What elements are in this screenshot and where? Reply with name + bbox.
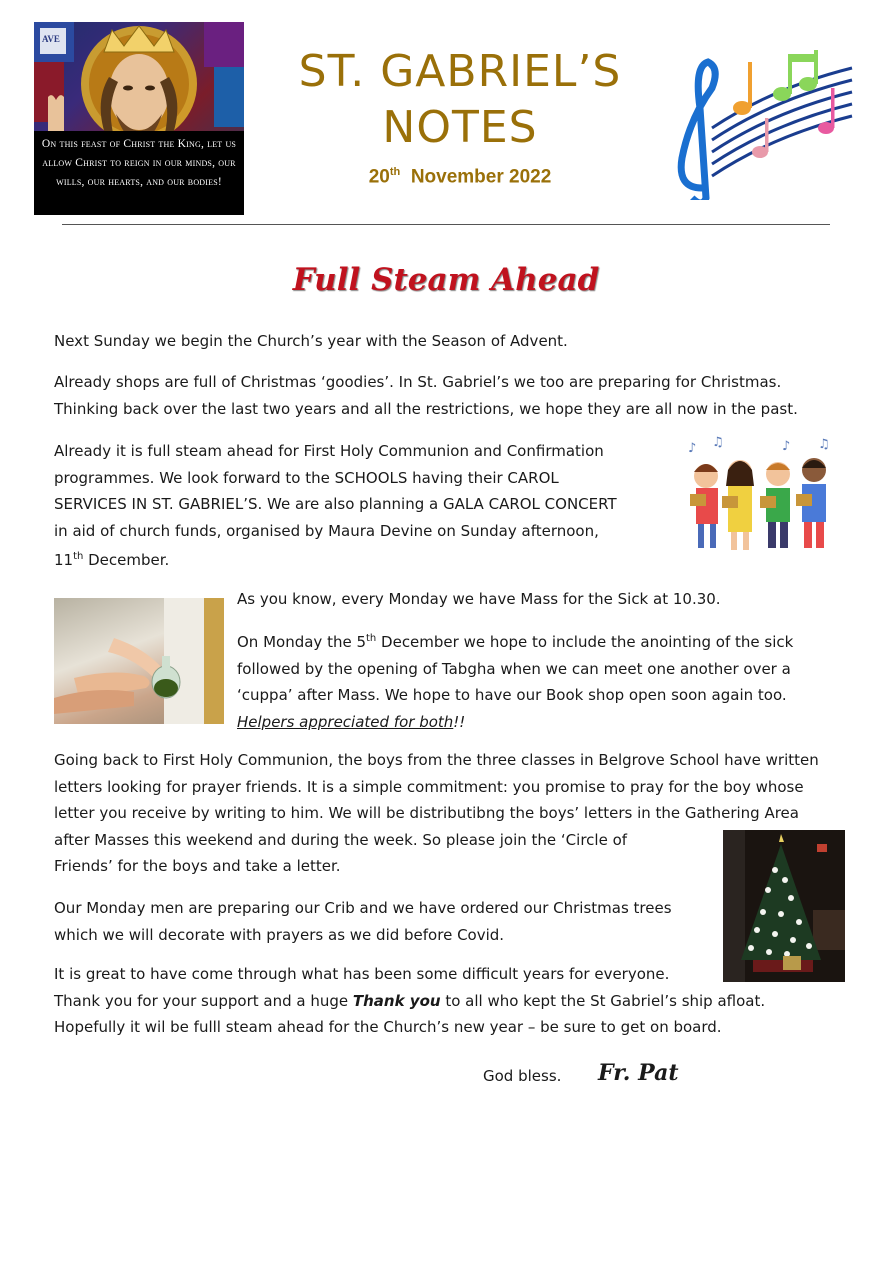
christmas-tree-photo <box>723 830 845 982</box>
text-line: Thank you for your support and a huge Thank you to all who kept the St Gabriel’s ship afloat. <box>54 991 766 1010</box>
paragraph-communion-carols <box>54 438 684 574</box>
text-line: It is great to have come through what has been some difficult years for everyone. <box>54 965 670 983</box>
text-line: 11th December. <box>54 551 170 569</box>
text-line: in aid of church funds, organised by Maura Devine on Sunday afternoon, <box>54 521 599 540</box>
paragraph-anointing-tabgha: On Monday the 5th December we hope to include the anointing of the sick followed by the opening of Tabgha when we can meet one another over a ‘cuppa’ after Mass. We hope to have our Book shop open soon again too. Helpers appreciated for both!! <box>237 633 794 731</box>
text-line: which we will decorate with prayers as we did before Covid. <box>54 925 505 944</box>
paragraph-thank-you <box>54 961 854 1041</box>
paragraph-mass-for-sick: As you know, every Monday we have Mass for the Sick at 10.30. <box>237 590 721 608</box>
text-line: Friends’ for the boys and take a letter. <box>54 857 341 875</box>
text-line: Already it is full steam ahead for First Holy Communion and Confirmation <box>54 442 604 460</box>
text-line: Our Monday men are preparing our Crib and we have ordered our Christmas trees <box>54 899 672 917</box>
text-line: SERVICES IN ST. GABRIEL’S. We are also planning a GALA CAROL CONCERT <box>54 495 617 513</box>
anointing-hands-photo <box>54 598 224 724</box>
header-divider <box>62 224 830 225</box>
text-line: Going back to First Holy Communion, the boys from the three classes in Belgrove School have written <box>54 751 819 769</box>
music-notes-staff-icon <box>672 48 862 200</box>
svg-text:♪: ♪ <box>782 439 791 454</box>
svg-text:♪: ♪ <box>688 441 697 456</box>
issue-date: 20th November 2022 <box>368 166 552 188</box>
signature: Fr. Pat <box>598 1060 679 1086</box>
text-line: programmes. We look forward to the SCHOOLS having their CAROL <box>54 468 559 487</box>
newsletter-title: ST. GABRIEL’S <box>298 46 622 97</box>
text-line: Hopefully it wil be fulll steam ahead for the Church’s new year – be sure to get on board. <box>54 1018 722 1036</box>
newsletter-title-line2: NOTES <box>382 102 538 153</box>
svg-text:♫: ♫ <box>818 437 830 452</box>
paragraph-christmas-preparations: Already shops are full of Christmas ‘goodies’. In St. Gabriel’s we too are preparing for Christmas. Thinking back over the last two years and all the restrictions, we hope they are all now in the past. <box>54 373 798 418</box>
text-line: after Masses this weekend and during the week. So please join the ‘Circle of <box>54 830 628 849</box>
paragraph-crib-trees <box>54 895 714 948</box>
ave-logo: AVE <box>42 34 60 44</box>
paragraph-advent: Next Sunday we begin the Church’s year with the Season of Advent. <box>54 332 568 350</box>
article-headline: Full Steam Ahead <box>292 262 600 298</box>
thank-you-emphasis: Thank you <box>352 991 441 1010</box>
image-caption: On this feast of Christ the King, let us allow Christ to reign in our minds, our wills, our hearts, and our bodies! <box>34 131 244 215</box>
text-line: letter you receive by writing to him. We will be distributibng the boys’ letters in the Gathering Area <box>54 804 799 822</box>
sign-off: God bless. <box>483 1067 562 1085</box>
carol-singers-icon <box>682 436 840 554</box>
helpers-note: Helpers appreciated for both <box>237 712 454 731</box>
svg-text:♫: ♫ <box>712 436 724 450</box>
christ-the-king-image <box>34 22 244 215</box>
text-line: letters looking for prayer friends. It is a simple commitment: you promise to pray for the boy whose <box>54 777 804 796</box>
